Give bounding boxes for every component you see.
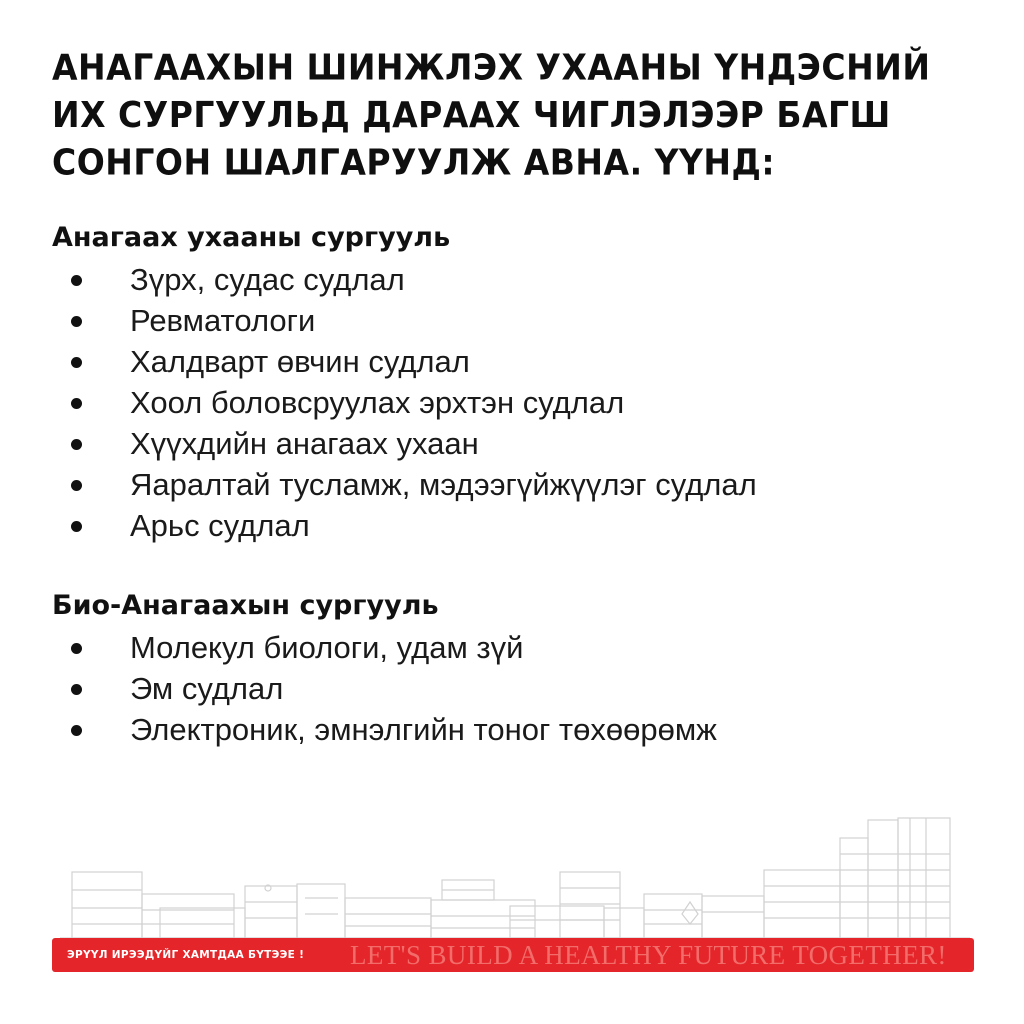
bullet-icon (71, 439, 82, 450)
list-item-text: Арьс судлал (130, 508, 310, 543)
list-item-text: Яаралтай тусламж, мэдээгүйжүүлэг судлал (130, 467, 757, 502)
list-item (52, 423, 972, 464)
bullet-icon (71, 521, 82, 532)
section-title-medical-school: Анагаах ухааны сургууль (52, 222, 451, 253)
list-item (52, 259, 972, 300)
list-item-text: Хүүхдийн анагаах ухаан (130, 426, 479, 461)
section-medical-school (52, 220, 972, 546)
banner-slogan-english: LET'S BUILD A HEALTHY FUTURE TOGETHER! (350, 940, 947, 970)
list-item (52, 464, 972, 505)
list-item-text: Халдварт өвчин судлал (130, 344, 470, 379)
city-skyline-icon (60, 810, 970, 942)
slogan-banner (52, 938, 974, 972)
list-item-text: Эм судлал (130, 671, 284, 706)
list-item-text: Хоол боловсруулах эрхтэн судлал (130, 385, 625, 420)
headline-line-3: СОНГОН ШАЛГАРУУЛЖ АВНА. ҮҮНД: (52, 141, 776, 184)
list-item (52, 505, 972, 546)
list-item (52, 668, 972, 709)
headline-line-1: АНАГААХЫН ШИНЖЛЭХ УХААНЫ ҮНДЭСНИЙ (52, 46, 931, 89)
list-item (52, 300, 972, 341)
section-title-biomedical-school: Био-Анагаахын сургууль (52, 590, 439, 621)
bullet-icon (71, 725, 82, 736)
list-item (52, 382, 972, 423)
list-item-text: Электроник, эмнэлгийн тоног төхөөрөмж (130, 712, 717, 747)
medical-school-list (52, 259, 972, 546)
bullet-icon (71, 643, 82, 654)
bullet-icon (71, 316, 82, 327)
headline-line-2: ИХ СУРГУУЛЬД ДАРААХ ЧИГЛЭЛЭЭР БАГШ (52, 93, 891, 136)
bullet-icon (71, 275, 82, 286)
headline (52, 44, 952, 187)
list-item (52, 709, 972, 750)
list-item-text: Ревматологи (130, 303, 316, 338)
biomedical-school-list (52, 627, 972, 750)
bullet-icon (71, 357, 82, 368)
section-biomedical-school (52, 588, 972, 750)
bullet-icon (71, 480, 82, 491)
list-item-text: Зүрх, судас судлал (130, 262, 405, 297)
bullet-icon (71, 684, 82, 695)
banner-slogan-mongolian: ЭРҮҮЛ ИРЭЭДҮЙГ ХАМТДАА БҮТЭЭЕ ! (67, 949, 305, 961)
list-item (52, 341, 972, 382)
list-item-text: Молекул биологи, удам зүй (130, 630, 524, 665)
list-item (52, 627, 972, 668)
bullet-icon (71, 398, 82, 409)
